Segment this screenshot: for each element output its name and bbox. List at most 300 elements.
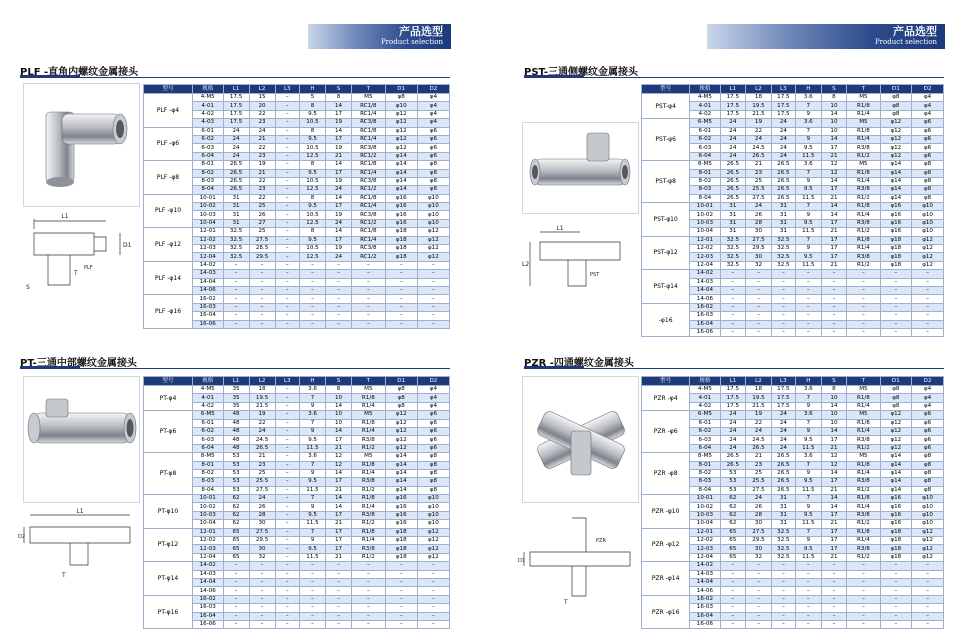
table-cell: φ16 (385, 203, 417, 211)
table-cell: 12-03 (192, 545, 223, 553)
table-cell: 3.6 (300, 411, 326, 419)
table-cell: 24 (720, 436, 746, 444)
table-cell: 16-04 (690, 320, 720, 328)
table-cell: 27.5 (746, 486, 772, 494)
table-cell: 12-04 (690, 553, 720, 561)
table-cell: RC1/8 (352, 194, 386, 202)
table-row (144, 528, 450, 536)
table-cell: 19 (746, 119, 772, 127)
table-cell: 14 (821, 427, 847, 435)
table-cell: 32.5 (223, 236, 249, 244)
table-cell: – (847, 562, 880, 570)
table-cell: – (275, 286, 299, 294)
table-cell: φ10 (417, 503, 449, 511)
table-cell: 65 (720, 537, 746, 545)
table-cell: M5 (847, 453, 880, 461)
table-cell: R1/4 (847, 469, 880, 477)
table-cell: 12-04 (690, 261, 720, 269)
table-cell: φ12 (385, 135, 417, 143)
table-cell: R1/8 (847, 528, 880, 536)
table-cell: φ18 (385, 537, 417, 545)
table-cell: 26.5 (771, 486, 795, 494)
table-cell: RC1/4 (352, 110, 386, 118)
table-cell: 9.5 (300, 169, 326, 177)
table-cell: 8-02 (192, 469, 223, 477)
table-cell: 29.5 (249, 537, 275, 545)
table-cell: 48 (223, 427, 249, 435)
table-cell: 10-03 (690, 511, 720, 519)
table-cell: – (275, 253, 299, 261)
table-cell: 10-01 (192, 194, 223, 202)
table-cell: – (771, 570, 795, 578)
table-cell: 10-02 (690, 503, 720, 511)
table-cell: 32.5 (223, 228, 249, 236)
table-cell: 10 (821, 119, 847, 127)
table-cell: φ16 (880, 511, 912, 519)
table-row (642, 495, 944, 503)
table-cell: 24 (771, 444, 795, 452)
table-cell: – (249, 320, 275, 328)
table-cell: φ12 (417, 245, 449, 253)
table-cell: 9.5 (300, 436, 326, 444)
table-cell: 10-01 (690, 203, 720, 211)
table-cell: – (417, 303, 449, 311)
table-cell: 22 (746, 419, 772, 427)
table-cell: 14 (821, 203, 847, 211)
table-cell: φ14 (385, 478, 417, 486)
table-cell: 14 (821, 503, 847, 511)
table-cell: 28 (249, 511, 275, 519)
table-cell: R1/4 (847, 427, 880, 435)
table-cell: – (847, 303, 880, 311)
table-cell: R1/2 (847, 194, 880, 202)
table-cell: 24 (771, 152, 795, 160)
column-header: L2 (249, 85, 275, 94)
table-cell: φ10 (912, 228, 944, 236)
table-row (144, 228, 450, 236)
table-cell: 3.6 (795, 453, 821, 461)
table-cell: 17.5 (771, 94, 795, 102)
pt-dimension-diagram (18, 505, 143, 585)
column-header: L3 (771, 85, 795, 94)
section-rule (524, 77, 944, 78)
table-cell: R3/8 (352, 545, 386, 553)
table-cell: 30 (746, 545, 772, 553)
dim-label-t: T (62, 572, 66, 579)
table-cell: 65 (720, 528, 746, 536)
table-cell: φ6 (417, 419, 449, 427)
column-header: S (821, 85, 847, 94)
table-cell: 9 (795, 469, 821, 477)
table-cell: φ8 (385, 394, 417, 402)
column-header: T (847, 85, 880, 94)
table-cell: 24 (720, 411, 746, 419)
table-cell: 9 (795, 537, 821, 545)
table-cell: 19 (249, 411, 275, 419)
table-cell: 32.5 (720, 245, 746, 253)
table-cell: 9 (795, 177, 821, 185)
table-cell: – (275, 194, 299, 202)
table-cell: – (821, 570, 847, 578)
table-cell: 22 (249, 194, 275, 202)
table-cell: – (300, 587, 326, 595)
column-header: T (352, 85, 386, 94)
table-cell: – (880, 562, 912, 570)
table-cell: 48 (223, 419, 249, 427)
table-cell: – (275, 402, 299, 410)
table-cell: φ10 (912, 511, 944, 519)
table-cell: φ6 (912, 411, 944, 419)
table-cell: 32.5 (720, 236, 746, 244)
table-cell: φ18 (880, 236, 912, 244)
table-cell: φ16 (880, 211, 912, 219)
table-cell: 23 (746, 461, 772, 469)
table-cell: 14 (326, 427, 352, 435)
table-cell: 21 (326, 152, 352, 160)
table-cell: 14-03 (192, 570, 223, 578)
table-cell: 10.5 (300, 119, 326, 127)
table-cell: φ18 (385, 553, 417, 561)
table-cell: φ8 (880, 110, 912, 118)
table-cell: – (847, 286, 880, 294)
table-cell: φ8 (417, 461, 449, 469)
model-cell: PST-φ10 (642, 203, 690, 237)
table-cell: 3.6 (795, 386, 821, 394)
table-cell: – (847, 320, 880, 328)
table-cell: φ6 (417, 436, 449, 444)
table-cell: φ4 (417, 102, 449, 110)
table-cell: φ6 (912, 119, 944, 127)
table-cell: 12.5 (300, 219, 326, 227)
table-cell: R1/2 (847, 520, 880, 528)
table-cell: 32.5 (771, 236, 795, 244)
table-cell: 9.5 (795, 219, 821, 227)
model-cell: PT-φ4 (144, 386, 193, 411)
table-cell: 16-03 (192, 303, 223, 311)
table-cell: – (912, 286, 944, 294)
table-cell: φ10 (417, 520, 449, 528)
table-cell: 8-02 (690, 177, 720, 185)
table-cell: R1/2 (352, 486, 386, 494)
table-cell: 10-01 (192, 495, 223, 503)
table-cell: – (352, 312, 386, 320)
table-cell: 26.5 (771, 169, 795, 177)
table-cell: 17.5 (720, 94, 746, 102)
table-cell: φ4 (912, 402, 944, 410)
table-cell: – (275, 495, 299, 503)
table-cell: 8-03 (690, 186, 720, 194)
table-cell: φ14 (385, 161, 417, 169)
table-cell: 65 (223, 545, 249, 553)
table-cell: φ4 (417, 386, 449, 394)
model-cell: -φ16 (642, 303, 690, 337)
table-cell: RC1/8 (352, 127, 386, 135)
table-cell: – (249, 562, 275, 570)
table-cell: 24 (720, 127, 746, 135)
table-cell: φ8 (880, 394, 912, 402)
column-header: D2 (912, 377, 944, 386)
table-cell: – (912, 612, 944, 620)
table-cell: – (275, 236, 299, 244)
table-cell: – (720, 303, 746, 311)
table-row (642, 161, 944, 169)
table-cell: – (385, 612, 417, 620)
table-cell: 14 (326, 228, 352, 236)
table-cell: 22 (249, 144, 275, 152)
table-cell: R1/8 (352, 495, 386, 503)
table-cell: – (746, 320, 772, 328)
table-cell: – (746, 295, 772, 303)
table-cell: – (223, 612, 249, 620)
table-cell: 6-01 (192, 127, 223, 135)
table-cell: 14-03 (690, 570, 720, 578)
table-cell: R3/8 (847, 436, 880, 444)
table-cell: 4-01 (192, 394, 223, 402)
table-cell: 29.5 (746, 537, 772, 545)
table-cell: – (275, 553, 299, 561)
table-cell: 8 (326, 386, 352, 394)
table-cell: 14 (326, 102, 352, 110)
table-cell: – (746, 620, 772, 628)
table-cell: 25 (249, 203, 275, 211)
table-cell: 8 (326, 94, 352, 102)
table-cell: φ4 (912, 110, 944, 118)
table-cell: – (352, 303, 386, 311)
table-cell: 7 (300, 461, 326, 469)
table-cell: R1/8 (847, 127, 880, 135)
table-cell: 10-02 (690, 211, 720, 219)
table-cell: RC1/4 (352, 203, 386, 211)
dim-label-t: T (564, 599, 568, 606)
banner-title-en: Product selection (380, 38, 443, 46)
table-cell: 30 (746, 228, 772, 236)
column-header: D2 (417, 377, 449, 386)
table-cell: 3.6 (795, 161, 821, 169)
table-cell: – (795, 578, 821, 586)
table-cell: – (352, 562, 386, 570)
table-cell: 26.5 (223, 161, 249, 169)
column-header: H (300, 85, 326, 94)
table-cell: – (720, 578, 746, 586)
table-row (642, 453, 944, 461)
table-cell: φ14 (880, 177, 912, 185)
column-header: L1 (223, 377, 249, 386)
table-cell: 32.5 (223, 253, 249, 261)
table-cell: φ4 (417, 94, 449, 102)
table-cell: 9.5 (300, 511, 326, 519)
table-cell: 12 (821, 161, 847, 169)
table-cell: – (880, 320, 912, 328)
table-cell: R1/2 (847, 261, 880, 269)
table-cell: φ18 (880, 553, 912, 561)
table-cell: 27.5 (746, 528, 772, 536)
table-cell: – (771, 303, 795, 311)
table-cell: R1/2 (847, 228, 880, 236)
table-cell: 26.5 (720, 169, 746, 177)
table-cell: – (746, 570, 772, 578)
table-cell: φ12 (385, 411, 417, 419)
table-cell: – (771, 604, 795, 612)
table-cell: – (275, 320, 299, 328)
table-cell: – (417, 612, 449, 620)
table-cell: 6-M5 (192, 411, 223, 419)
table-cell: φ8 (385, 94, 417, 102)
table-cell: R1/4 (847, 537, 880, 545)
table-cell: – (326, 278, 352, 286)
table-cell: 6-02 (690, 135, 720, 143)
table-cell: 14-06 (690, 295, 720, 303)
table-cell: – (795, 278, 821, 286)
table-cell: φ16 (385, 194, 417, 202)
table-cell: – (417, 261, 449, 269)
table-cell: 9 (300, 402, 326, 410)
table-cell: 31 (223, 211, 249, 219)
table-cell: 4-02 (192, 402, 223, 410)
table-cell: – (326, 562, 352, 570)
table-cell: φ8 (912, 194, 944, 202)
table-row (642, 562, 944, 570)
table-cell: 19.5 (746, 102, 772, 110)
column-header: 规格 (690, 85, 720, 94)
table-cell: – (385, 303, 417, 311)
table-cell: – (275, 386, 299, 394)
table-cell: 8-04 (690, 486, 720, 494)
table-cell: φ8 (912, 161, 944, 169)
table-cell: φ12 (880, 152, 912, 160)
table-cell: – (880, 595, 912, 603)
table-cell: – (352, 278, 386, 286)
section-rule (524, 368, 944, 369)
table-cell: 22 (249, 110, 275, 118)
table-cell: 10 (821, 411, 847, 419)
table-cell: 62 (720, 503, 746, 511)
table-cell: 18 (249, 386, 275, 394)
table-cell: φ12 (417, 528, 449, 536)
table-cell: RC1/2 (352, 253, 386, 261)
table-cell: 6-01 (690, 419, 720, 427)
model-cell: PST-φ6 (642, 119, 690, 161)
table-row (642, 119, 944, 127)
column-header: L2 (249, 377, 275, 386)
table-cell: φ6 (417, 152, 449, 160)
table-cell: – (326, 270, 352, 278)
table-cell: RC1/2 (352, 152, 386, 160)
table-cell: – (275, 604, 299, 612)
table-cell: 9 (795, 211, 821, 219)
table-cell: 8-03 (690, 478, 720, 486)
table-cell: 17 (326, 511, 352, 519)
table-cell: – (912, 328, 944, 336)
table-cell: 24 (771, 119, 795, 127)
table-cell: 4-M5 (192, 386, 223, 394)
table-cell: R3/8 (847, 219, 880, 227)
table-cell: 8-01 (690, 461, 720, 469)
table-cell: – (847, 612, 880, 620)
table-cell: – (795, 562, 821, 570)
table-cell: 9 (795, 427, 821, 435)
table-cell: – (771, 320, 795, 328)
table-cell: – (771, 595, 795, 603)
table-cell: R1/8 (847, 394, 880, 402)
table-cell: R1/4 (352, 427, 386, 435)
table-cell: – (249, 312, 275, 320)
diagram-model-label: PZR (596, 538, 606, 544)
table-cell: 10 (326, 411, 352, 419)
table-cell: – (417, 295, 449, 303)
table-cell: – (326, 312, 352, 320)
table-cell: 14 (326, 402, 352, 410)
table-cell: R3/8 (847, 144, 880, 152)
table-cell: φ14 (385, 461, 417, 469)
table-cell: – (417, 570, 449, 578)
table-cell: 7 (300, 495, 326, 503)
table-cell: 10 (821, 394, 847, 402)
table-cell: 48 (223, 411, 249, 419)
table-cell: – (771, 295, 795, 303)
table-cell: 19 (326, 245, 352, 253)
table-cell: φ12 (880, 436, 912, 444)
table-cell: R1/4 (847, 402, 880, 410)
table-cell: 3.6 (300, 453, 326, 461)
column-header: D1 (880, 85, 912, 94)
model-cell: PT-φ6 (144, 411, 193, 453)
table-cell: – (300, 604, 326, 612)
table-cell: 16-03 (690, 312, 720, 320)
table-cell: 26.5 (771, 478, 795, 486)
table-cell: φ8 (912, 177, 944, 185)
table-cell: 32 (746, 553, 772, 561)
table-cell: 21 (821, 553, 847, 561)
table-row (144, 562, 450, 570)
table-cell: 12 (821, 453, 847, 461)
table-cell: – (771, 578, 795, 586)
table-cell: 6-01 (690, 127, 720, 135)
table-cell: – (223, 570, 249, 578)
table-cell: – (326, 578, 352, 586)
table-cell: – (821, 320, 847, 328)
table-cell: 8 (300, 102, 326, 110)
table-cell: 14-06 (192, 286, 223, 294)
table-cell: 17 (326, 203, 352, 211)
table-cell: – (795, 270, 821, 278)
table-cell: 17.5 (771, 102, 795, 110)
table-cell: – (275, 469, 299, 477)
table-cell: – (847, 328, 880, 336)
table-cell: 9 (300, 537, 326, 545)
table-cell: φ12 (417, 253, 449, 261)
model-cell: PST-φ4 (642, 94, 690, 119)
table-cell: φ12 (912, 261, 944, 269)
table-cell: φ8 (417, 177, 449, 185)
table-cell: 7 (300, 394, 326, 402)
table-cell: – (275, 427, 299, 435)
table-cell: – (275, 211, 299, 219)
table-cell: – (417, 604, 449, 612)
table-cell: 24 (223, 127, 249, 135)
table-cell: 9.5 (795, 478, 821, 486)
table-cell: 14 (821, 135, 847, 143)
table-cell: – (385, 595, 417, 603)
table-cell: φ4 (912, 386, 944, 394)
table-cell: 17.5 (720, 402, 746, 410)
table-cell: 14 (821, 495, 847, 503)
table-cell: 15 (249, 94, 275, 102)
column-header: L3 (771, 377, 795, 386)
table-cell: 48 (223, 436, 249, 444)
table-cell: – (352, 320, 386, 328)
table-cell: 28 (746, 219, 772, 227)
table-cell: 14-04 (690, 286, 720, 294)
